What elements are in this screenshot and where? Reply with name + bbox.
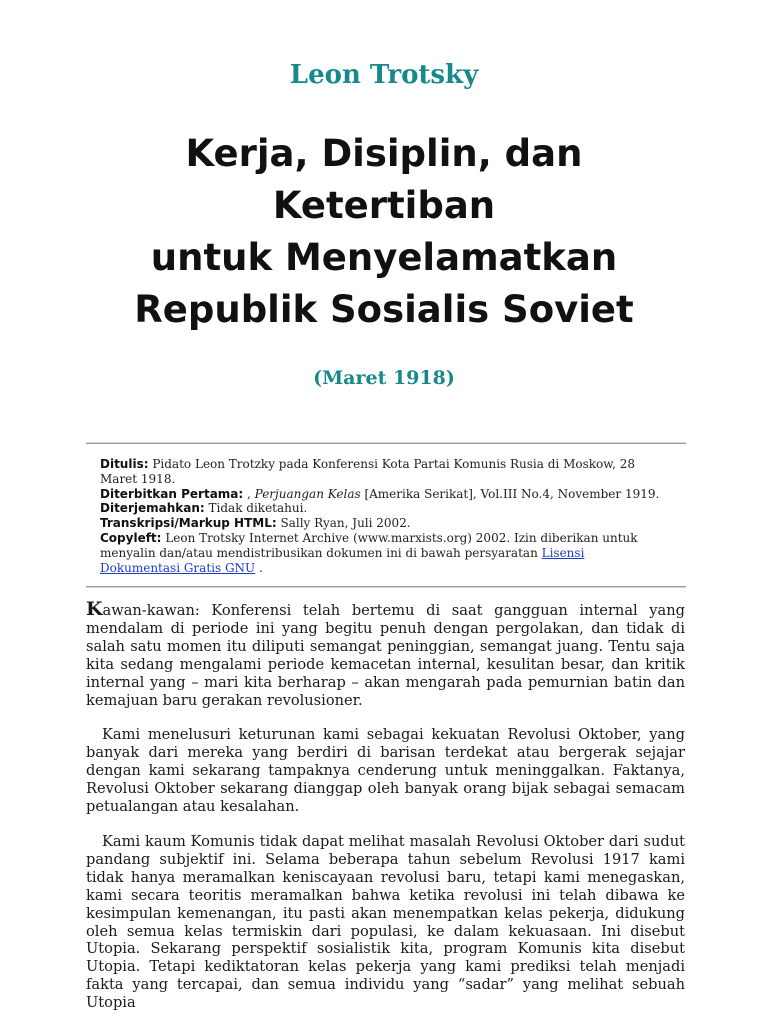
info-ditulis (100, 457, 660, 487)
author-name: Leon Trotsky (289, 60, 479, 90)
info-label: Diterjemahkan: (100, 501, 205, 516)
info-box (86, 443, 686, 587)
info-content (100, 457, 660, 575)
document-title (60, 128, 708, 336)
info-diterbitkan (100, 487, 660, 502)
info-transkripsi (100, 516, 660, 531)
info-value: [Amerika Serikat], Vol.III No.4, November 1919. (360, 486, 660, 501)
info-label: Copyleft: (100, 530, 162, 545)
info-value: Tidak diketahui. (208, 501, 308, 516)
title-line: untuk Menyelamatkan (150, 236, 618, 279)
info-value: Sally Ryan, Juli 2002. (280, 516, 411, 531)
gnu-license-link[interactable]: Lisensi Dokumentasi Gratis GNU (100, 545, 585, 575)
info-value: , (243, 486, 255, 501)
paragraph: Kami kaum Komunis tidak dapat melihat masalah Revolusi Oktober dari sudut pandang subjektif ini. Selama beberapa tahun sebelum Revolusi 1917 kami tidak hanya meramalkan keniscayaan revolusi baru, tetapi kami menegaskan, kami secara teoritis meramalkan bahwa ketika revolusi ini telah dibawa ke kesimpulan kemenangan, itu pasti akan menempatkan kelas pekerja, didukung oleh semua kelas termiskin dari populasi, ke dalam kekuasaan. Ini disebut Utopia. Sekarang perspektif sosialistik kita, program Komunis kita disebut Utopia. Tetapi kediktatoran kelas pekerja yang kami prediksi telah menjadi fakta yang tercapai, dan semua individu yang “sadar” yang melihat sebuah Utopia (86, 832, 685, 1012)
info-label: Transkripsi/Markup HTML: (100, 516, 277, 531)
info-diterjemahkan (100, 501, 660, 516)
document-body (86, 598, 685, 1029)
info-label: Ditulis: (100, 457, 149, 471)
title-line: Ketertiban (272, 184, 496, 227)
info-copyleft (100, 531, 660, 575)
paragraph (86, 598, 685, 709)
info-value: Pidato Leon Trotzky pada Konferensi Kota Partai Komunis Rusia di Moskow, 28 Maret 1918. (100, 457, 635, 486)
title-line: Kerja, Disiplin, dan (185, 132, 583, 175)
info-label: Diterbitkan Pertama: (100, 486, 244, 501)
info-value: . (255, 560, 263, 575)
paragraph-text: awan-kawan: Konferensi telah bertemu di saat gangguan internal yang mendalam di periode ini yang begitu penuh dengan pergolakan, dan tidak di salah satu momen itu diliputi semangat peninggian, semangat juang. Tentu saja kita sedang mengalami periode kemacetan internal, kesulitan besar, dan kritik internal yang – mari kita berharap – akan mengarah pada pemurnian batin dan kemajuan baru gerakan revolusioner. (86, 602, 685, 709)
info-value: Leon Trotsky Internet Archive (www.marxists.org) 2002. Izin diberikan untuk menyalin dan/atau mendistribusikan dokumen ini di bawah persyaratan (100, 530, 638, 560)
paragraph: Kami menelusuri keturunan kami sebagai kekuatan Revolusi Oktober, yang banyak dari mereka yang berdiri di barisan terdekat atau bergerak sejajar dengan kami sekarang tampaknya cenderung untuk meninggalkan. Faktanya, Revolusi Oktober sekarang dianggap oleh banyak orang bijak sebagai semacam petualangan atau kesalahan. (86, 726, 685, 816)
title-line: Republik Sosialis Soviet (134, 288, 634, 331)
publication-name: Perjuangan Kelas (254, 486, 361, 501)
drop-cap: K (86, 598, 103, 620)
document-date: (Maret 1918) (313, 367, 455, 389)
